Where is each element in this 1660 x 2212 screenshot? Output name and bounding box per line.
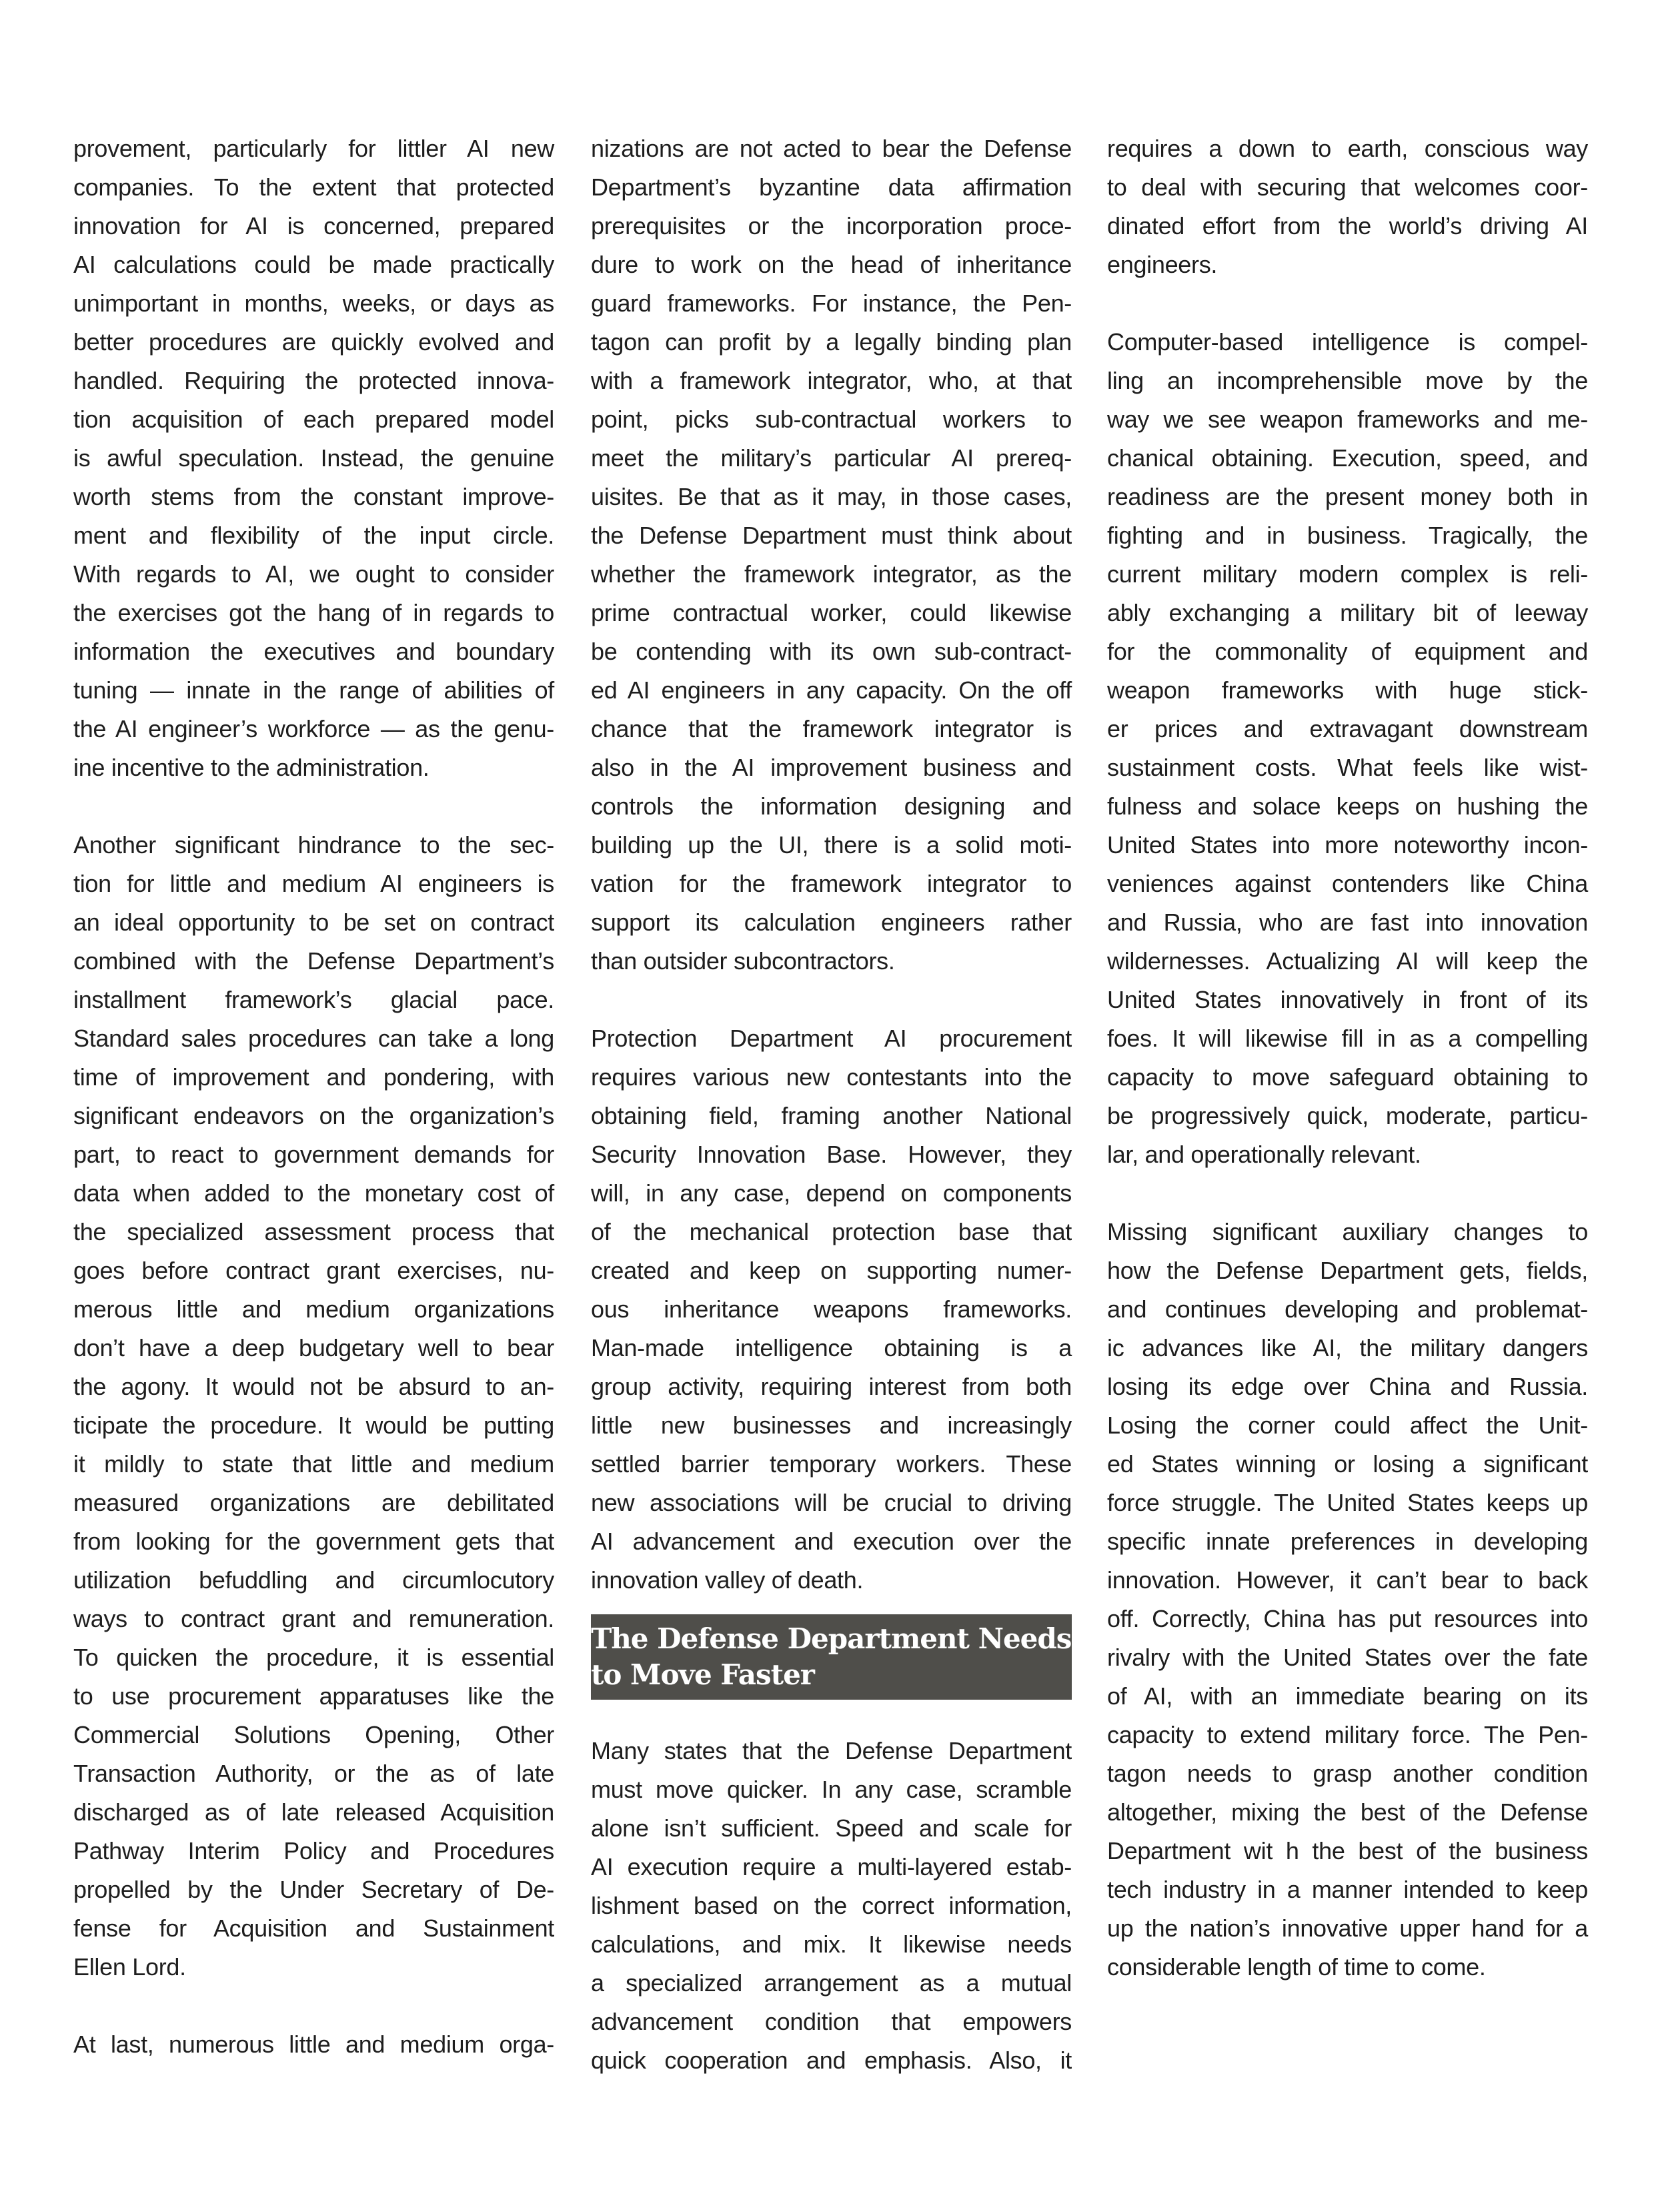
text-line: fighting and in business. Tragically, the bbox=[1107, 522, 1588, 549]
text-line: losing its edge over China and Russia. bbox=[1107, 1373, 1588, 1400]
text-line: Losing the corner could affect the Unit- bbox=[1107, 1412, 1588, 1439]
text-line: Man-made intelligence obtaining is a bbox=[591, 1334, 1072, 1361]
text-line: altogether, mixing the best of the Defense bbox=[1107, 1798, 1588, 1826]
text-line: chance that the framework integrator is bbox=[591, 715, 1072, 742]
text-line: a specialized arrangement as a mutual bbox=[591, 1969, 1072, 1997]
text-line: current military modern complex is reli- bbox=[1107, 560, 1588, 588]
text-line: AI execution require a multi-layered estab- bbox=[591, 1853, 1072, 1880]
text-line: specific innate preferences in developing bbox=[1107, 1528, 1588, 1555]
text-line: discharged as of late released Acquisition bbox=[73, 1798, 554, 1826]
text-line: tion for little and medium AI engineers is bbox=[73, 870, 554, 897]
text-line: part, to react to government demands for bbox=[73, 1141, 554, 1168]
text-line: Ellen Lord. bbox=[73, 1953, 186, 1981]
text-line: little new businesses and increasingly bbox=[591, 1412, 1072, 1439]
text-line: Commercial Solutions Opening, Other bbox=[73, 1721, 554, 1748]
text-line: United States innovatively in front of its bbox=[1107, 986, 1588, 1013]
text-line: controls the information designing and bbox=[591, 792, 1072, 820]
text-line: ment and flexibility of the input circle. bbox=[73, 522, 554, 549]
text-line: tagon can profit by a legally binding plan bbox=[591, 328, 1072, 356]
text-line: of the mechanical protection base that bbox=[591, 1218, 1072, 1245]
text-line: engineers. bbox=[1107, 251, 1218, 278]
text-line: considerable length of time to come. bbox=[1107, 1953, 1486, 1981]
text-line: Transaction Authority, or the as of late bbox=[73, 1760, 554, 1787]
text-line: Security Innovation Base. However, they bbox=[591, 1141, 1072, 1168]
text-line: requires a down to earth, conscious way bbox=[1107, 135, 1588, 162]
text-line: ed States winning or losing a significant bbox=[1107, 1450, 1588, 1478]
text-line: unimportant in months, weeks, or days as bbox=[73, 290, 554, 317]
text-line: building up the UI, there is a solid moti- bbox=[591, 831, 1072, 859]
text-line: for the commonality of equipment and bbox=[1107, 638, 1588, 665]
text-line: up the nation’s innovative upper hand for a bbox=[1107, 1914, 1588, 1942]
text-line: alone isn’t sufficient. Speed and scale for bbox=[591, 1814, 1072, 1842]
text-line: calculations, and mix. It likewise needs bbox=[591, 1930, 1072, 1958]
text-line: of AI, with an immediate bearing on its bbox=[1107, 1682, 1588, 1710]
text-line: be progressively quick, moderate, particu- bbox=[1107, 1102, 1588, 1129]
text-line: handled. Requiring the protected innova- bbox=[73, 367, 554, 394]
paragraph bbox=[591, 129, 1072, 981]
text-line: goes before contract grant exercises, nu- bbox=[73, 1257, 554, 1284]
text-line: be contending with its own sub-contract- bbox=[591, 638, 1072, 665]
text-line: the agony. It would not be absurd to an- bbox=[73, 1373, 554, 1400]
text-line: veniences against contenders like China bbox=[1107, 870, 1588, 897]
text-line: must move quicker. In any case, scramble bbox=[591, 1776, 1072, 1803]
text-line: force struggle. The United States keeps up bbox=[1107, 1489, 1588, 1516]
text-line: er prices and extravagant downstream bbox=[1107, 715, 1588, 742]
text-line: Standard sales procedures can take a long bbox=[73, 1025, 554, 1052]
text-line: ic advances like AI, the military dangers bbox=[1107, 1334, 1588, 1361]
text-line: Another significant hindrance to the sec- bbox=[73, 831, 554, 859]
text-line: how the Defense Department gets, fields, bbox=[1107, 1257, 1588, 1284]
text-line: way we see weapon frameworks and me- bbox=[1107, 406, 1588, 433]
text-line: To quicken the procedure, it is essential bbox=[73, 1644, 554, 1671]
text-line: tech industry in a manner intended to keep bbox=[1107, 1876, 1588, 1903]
text-line: prime contractual worker, could likewise bbox=[591, 599, 1072, 626]
text-line: innovation for AI is concerned, prepared bbox=[73, 212, 554, 239]
text-line: settled barrier temporary workers. These bbox=[591, 1450, 1072, 1478]
text-line: Protection Department AI procurement bbox=[591, 1025, 1072, 1052]
text-line: off. Correctly, China has put resources into bbox=[1107, 1605, 1588, 1632]
text-line: guard frameworks. For instance, the Pen- bbox=[591, 290, 1072, 317]
text-line: foes. It will likewise fill in as a compelling bbox=[1107, 1025, 1588, 1052]
text-line: weapon frameworks with huge stick- bbox=[1107, 676, 1588, 704]
text-line: prerequisites or the incorporation proce- bbox=[591, 212, 1072, 239]
paragraph bbox=[591, 1732, 1072, 2080]
text-line: than outsider subcontractors. bbox=[591, 947, 895, 975]
paragraph-gap bbox=[73, 787, 554, 826]
text-line: companies. To the extent that protected bbox=[73, 173, 554, 201]
text-line: group activity, requiring interest from both bbox=[591, 1373, 1072, 1400]
text-line: lishment based on the correct information, bbox=[591, 1892, 1072, 1919]
paragraph bbox=[73, 826, 554, 1987]
text-line: worth stems from the constant improve- bbox=[73, 483, 554, 510]
text-line: ine incentive to the administration. bbox=[73, 754, 430, 781]
text-line: United States into more noteworthy incon- bbox=[1107, 831, 1588, 859]
text-line: AI calculations could be made practically bbox=[73, 251, 554, 278]
text-line: chanical obtaining. Execution, speed, and bbox=[1107, 444, 1588, 472]
text-line: combined with the Defense Department’s bbox=[73, 947, 554, 975]
text-line: support its calculation engineers rather bbox=[591, 909, 1072, 936]
text-line: uisites. Be that as it may, in those cases, bbox=[591, 483, 1072, 510]
text-line: better procedures are quickly evolved and bbox=[73, 328, 554, 356]
text-line: created and keep on supporting numer- bbox=[591, 1257, 1072, 1284]
text-line: ling an incomprehensible move by the bbox=[1107, 367, 1588, 394]
article-column-3 bbox=[1107, 129, 1588, 1987]
text-line: ably exchanging a military bit of leeway bbox=[1107, 599, 1588, 626]
text-line: dinated effort from the world’s driving AI bbox=[1107, 212, 1588, 239]
text-line: the specialized assessment process that bbox=[73, 1218, 554, 1245]
text-line: vation for the framework integrator to bbox=[591, 870, 1072, 897]
section-heading bbox=[591, 1614, 1072, 1700]
text-line: data when added to the monetary cost of bbox=[73, 1179, 554, 1207]
text-line: tagon needs to grasp another condition bbox=[1107, 1760, 1588, 1787]
paragraph bbox=[1107, 129, 1588, 284]
paragraph bbox=[1107, 1213, 1588, 1987]
text-line: an ideal opportunity to be set on contract bbox=[73, 909, 554, 936]
text-line: Department’s byzantine data affirmation bbox=[591, 173, 1072, 201]
text-line: quick cooperation and emphasis. Also, it bbox=[591, 2047, 1072, 2074]
text-line: ous inheritance weapons frameworks. bbox=[591, 1295, 1072, 1323]
text-line: ticipate the procedure. It would be putting bbox=[73, 1412, 554, 1439]
article-column-1 bbox=[73, 129, 554, 2064]
text-line: new associations will be crucial to driving bbox=[591, 1489, 1072, 1516]
text-line: tion acquisition of each prepared model bbox=[73, 406, 554, 433]
text-line: the exercises got the hang of in regards to bbox=[73, 599, 554, 626]
text-line: and Russia, who are fast into innovation bbox=[1107, 909, 1588, 936]
text-line: At last, numerous little and medium orga- bbox=[73, 2031, 554, 2058]
paragraph-gap bbox=[1107, 1174, 1588, 1213]
text-line: point, picks sub-contractual workers to bbox=[591, 406, 1072, 433]
text-line: to use procurement apparatuses like the bbox=[73, 1682, 554, 1710]
text-line: the AI engineer’s workforce — as the genu- bbox=[73, 715, 554, 742]
text-line: wildernesses. Actualizing AI will keep the bbox=[1107, 947, 1588, 975]
text-line: and continues developing and problemat- bbox=[1107, 1295, 1588, 1323]
text-line: the Defense Department must think about bbox=[591, 522, 1072, 549]
text-line: With regards to AI, we ought to consider bbox=[73, 560, 554, 588]
article-column-2 bbox=[591, 129, 1072, 2080]
text-line: significant endeavors on the organization’s bbox=[73, 1102, 554, 1129]
text-line: tuning — innate in the range of abilities of bbox=[73, 676, 554, 704]
text-line: AI advancement and execution over the bbox=[591, 1528, 1072, 1555]
text-line: lar, and operationally relevant. bbox=[1107, 1141, 1421, 1168]
text-line: measured organizations are debilitated bbox=[73, 1489, 554, 1516]
text-line: ed AI engineers in any capacity. On the off bbox=[591, 676, 1072, 704]
text-line: to deal with securing that welcomes coor- bbox=[1107, 173, 1588, 201]
text-line: requires various new contestants into the bbox=[591, 1063, 1072, 1091]
text-line: nizations are not acted to bear the Defense bbox=[591, 135, 1072, 162]
text-line: dure to work on the head of inheritance bbox=[591, 251, 1072, 278]
text-line: will, in any case, depend on components bbox=[591, 1179, 1072, 1207]
text-line: utilization befuddling and circumlocutory bbox=[73, 1566, 554, 1594]
text-line: rivalry with the United States over the fate bbox=[1107, 1644, 1588, 1671]
text-line: innovation valley of death. bbox=[591, 1566, 864, 1594]
text-line: Department wit h the best of the business bbox=[1107, 1837, 1588, 1864]
text-line: from looking for the government gets that bbox=[73, 1528, 554, 1555]
paragraph bbox=[73, 2025, 554, 2064]
text-line: innovation. However, it can’t bear to back bbox=[1107, 1566, 1588, 1594]
text-line: with a framework integrator, who, at that bbox=[591, 367, 1072, 394]
paragraph-gap bbox=[73, 1987, 554, 2025]
text-line: ways to contract grant and remuneration. bbox=[73, 1605, 554, 1632]
text-line: meet the military’s particular AI prereq- bbox=[591, 444, 1072, 472]
text-line: merous little and medium organizations bbox=[73, 1295, 554, 1323]
text-line: fulness and solace keeps on hushing the bbox=[1107, 792, 1588, 820]
text-line: also in the AI improvement business and bbox=[591, 754, 1072, 781]
text-line: sustainment costs. What feels like wist- bbox=[1107, 754, 1588, 781]
text-line: capacity to move safeguard obtaining to bbox=[1107, 1063, 1588, 1091]
paragraph bbox=[1107, 323, 1588, 1174]
text-line: Pathway Interim Policy and Procedures bbox=[73, 1837, 554, 1864]
text-line: time of improvement and pondering, with bbox=[73, 1063, 554, 1091]
text-line: readiness are the present money both in bbox=[1107, 483, 1588, 510]
text-line: don’t have a deep budgetary well to bear bbox=[73, 1334, 554, 1361]
text-line: Computer-based intelligence is compel- bbox=[1107, 328, 1588, 356]
text-line: installment framework’s glacial pace. bbox=[73, 986, 554, 1013]
text-line: whether the framework integrator, as the bbox=[591, 560, 1072, 588]
paragraph-gap bbox=[1107, 284, 1588, 323]
text-line: advancement condition that empowers bbox=[591, 2008, 1072, 2035]
section-heading-line: to Move Faster bbox=[591, 1658, 814, 1691]
text-line: fense for Acquisition and Sustainment bbox=[73, 1914, 554, 1942]
text-line: is awful speculation. Instead, the genuine bbox=[73, 444, 554, 472]
text-line: obtaining field, framing another National bbox=[591, 1102, 1072, 1129]
text-line: it mildly to state that little and medium bbox=[73, 1450, 554, 1478]
text-line: Many states that the Defense Department bbox=[591, 1737, 1072, 1764]
paragraph bbox=[73, 129, 554, 787]
text-line: information the executives and boundary bbox=[73, 638, 554, 665]
text-line: Missing significant auxiliary changes to bbox=[1107, 1218, 1588, 1245]
text-line: capacity to extend military force. The Pen- bbox=[1107, 1721, 1588, 1748]
text-line: propelled by the Under Secretary of De- bbox=[73, 1876, 554, 1903]
paragraph-gap bbox=[591, 981, 1072, 1019]
section-heading-line: The Defense Department Needs bbox=[591, 1622, 1072, 1655]
text-line: provement, particularly for littler AI new bbox=[73, 135, 554, 162]
paragraph bbox=[591, 1019, 1072, 1600]
